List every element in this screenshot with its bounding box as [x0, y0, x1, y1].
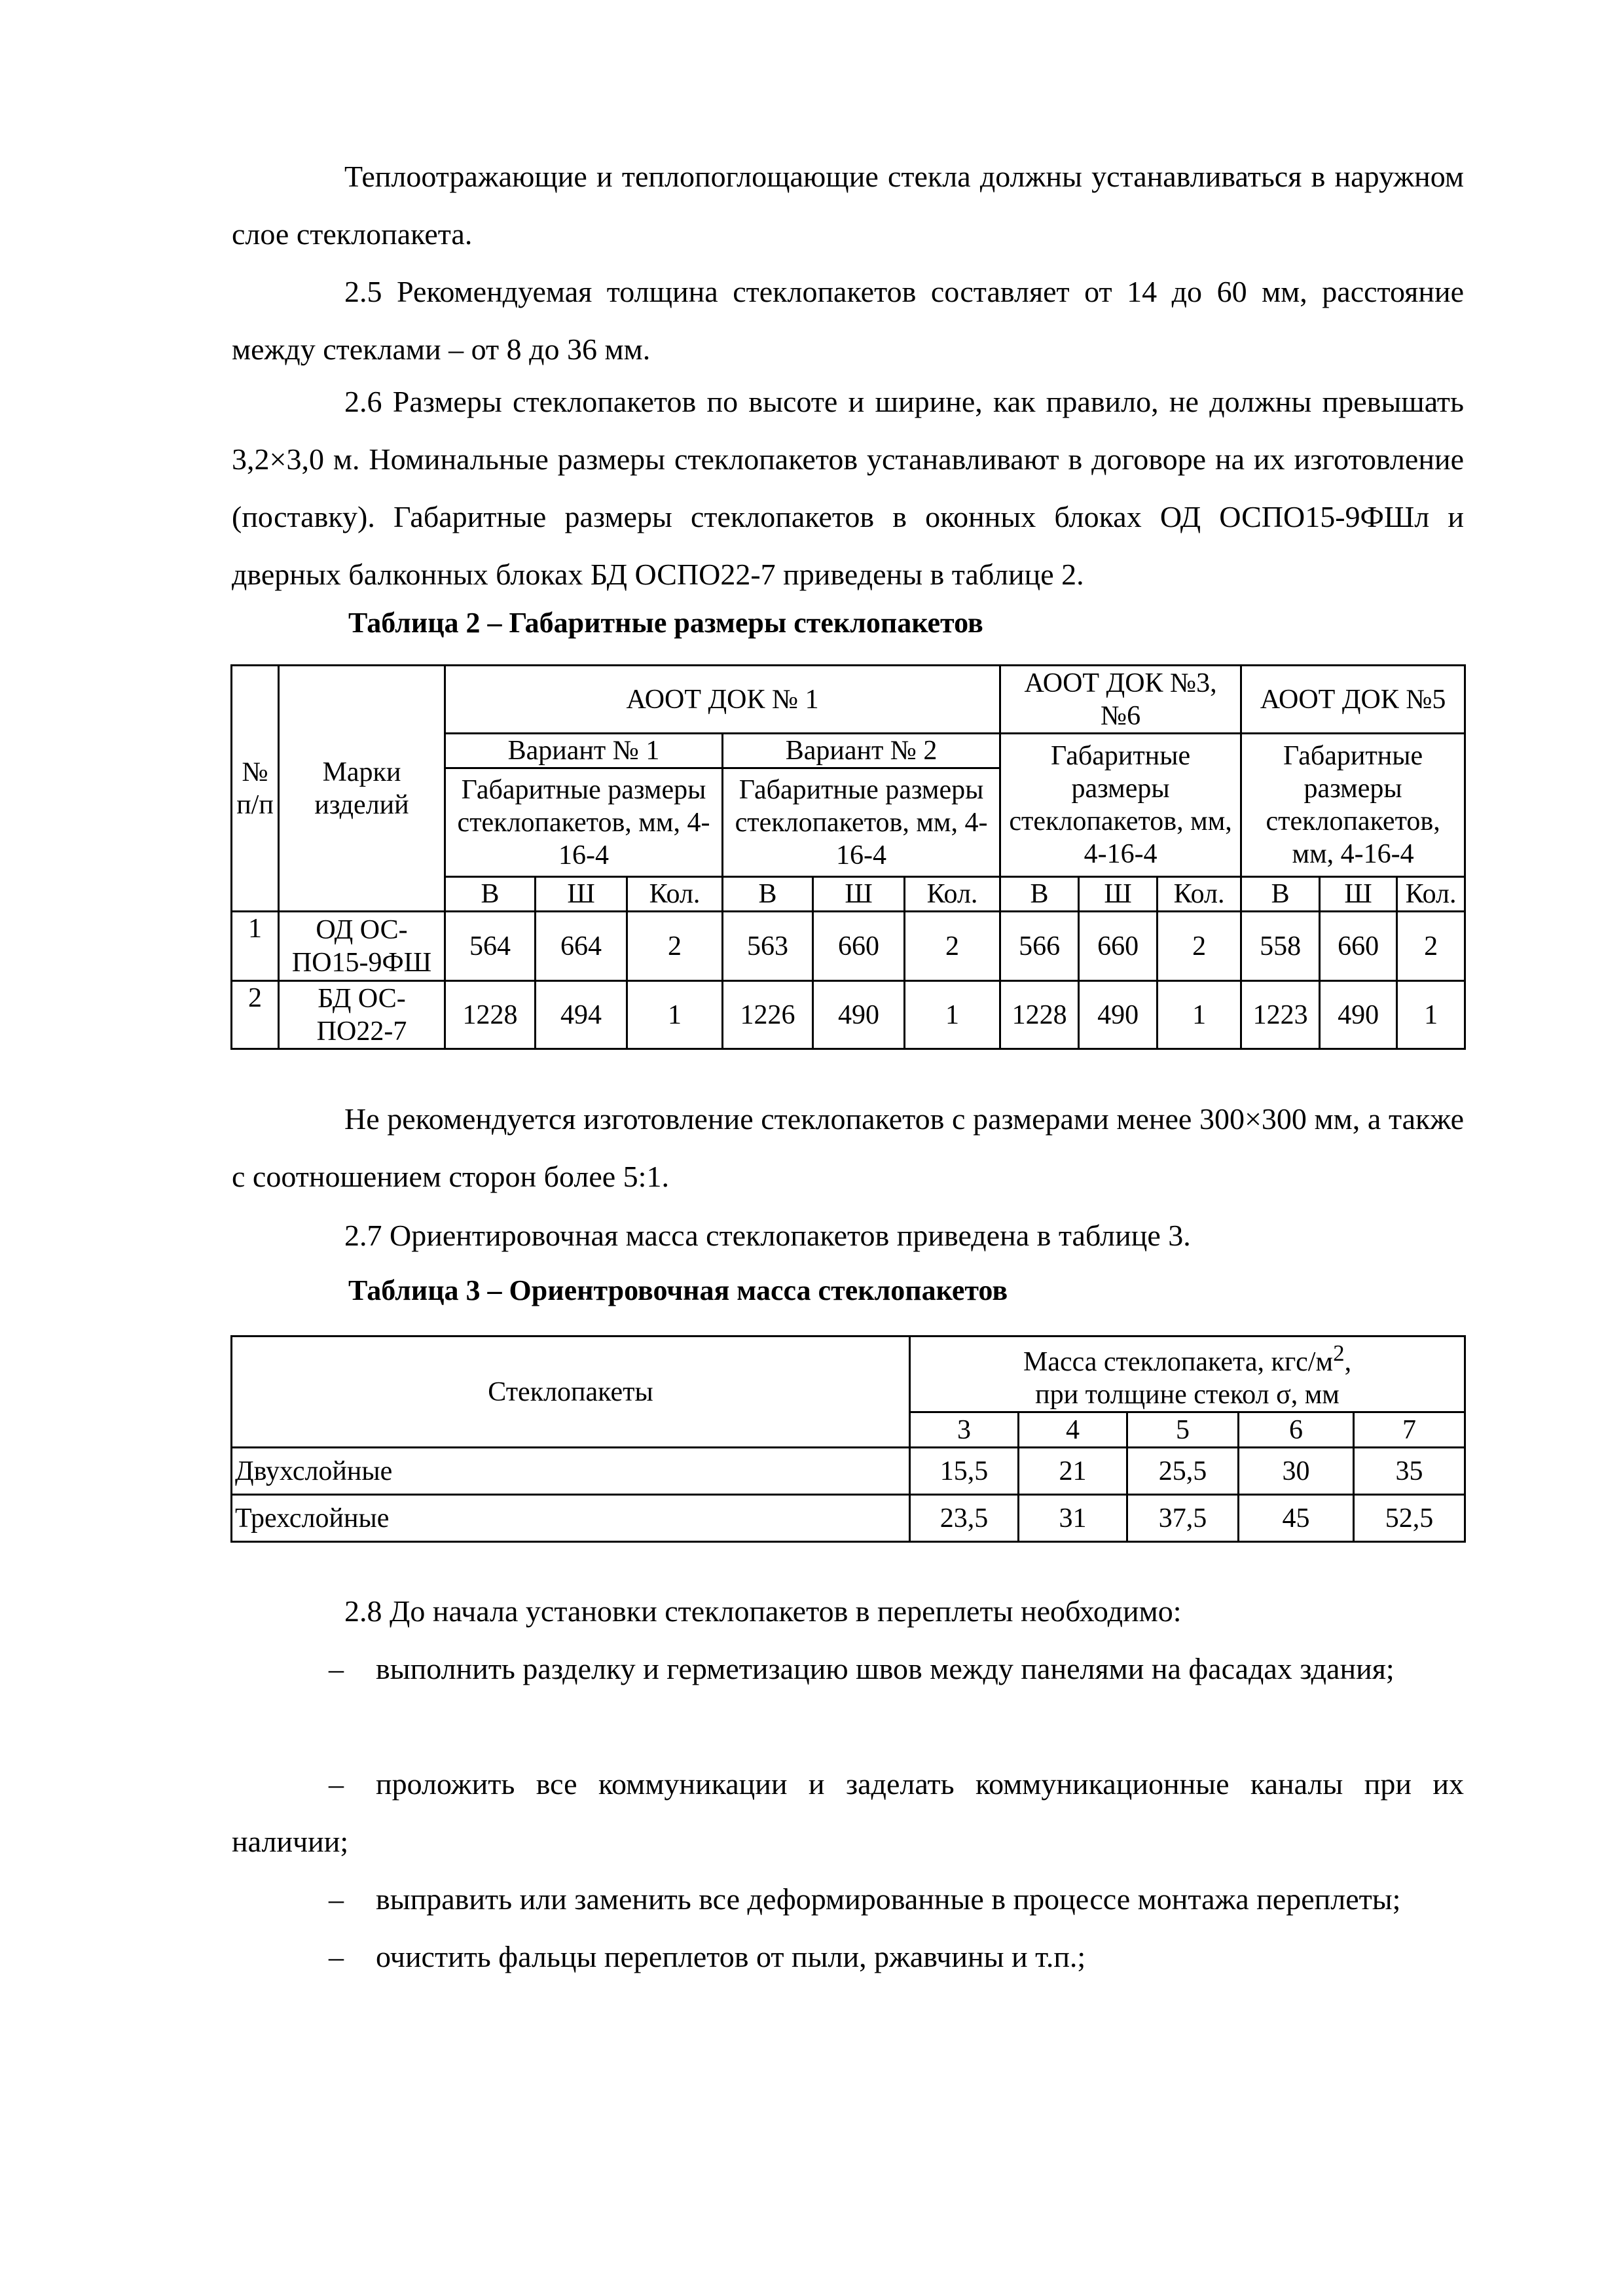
paragraph-text: 2.6 Размеры стеклопакетов по высоте и ширине, как правило, не должны превышать 3,2×3,0 м. Номинальные размеры стеклопакетов устанавливают в договоре на их изготовление (поставку). Габаритные размеры стеклопакетов в оконных блоках ОД ОСПО15-9ФШл и дверных балконных блоках БД ОСПО22-7 приведены в таблице 2.: [232, 385, 1464, 591]
table-cell: 566: [1000, 912, 1079, 981]
table-cell: 1: [1158, 981, 1241, 1049]
mass-header-comma: ,: [1344, 1347, 1352, 1377]
list-item-text: проложить все коммуникации и заделать коммуникационные каналы при их наличии;: [232, 1767, 1464, 1858]
row-mark: БД ОС-ПО22-7: [279, 981, 445, 1049]
sub-header-width: Ш: [1320, 877, 1397, 912]
thickness-header: 4: [1019, 1412, 1127, 1448]
table-row: [232, 1448, 1465, 1495]
list-item-text: выправить или заменить все деформированные в процессе монтажа переплеты;: [376, 1882, 1401, 1916]
col-header-mass: [910, 1336, 1465, 1412]
paragraph-2-7: [232, 1207, 1464, 1265]
table-cell: 494: [536, 981, 627, 1049]
paragraph-text: Теплоотражающие и теплопоглощающие стекла должны устанавливаться в наружном слое стеклопакета.: [232, 160, 1464, 251]
table-3-glass-unit-mass: [230, 1335, 1466, 1543]
list-marker: –: [329, 1767, 344, 1801]
table-cell: 660: [1079, 912, 1158, 981]
mass-header-unit-exponent: 2: [1333, 1340, 1345, 1366]
paragraph-heat-reflecting-glass: [232, 148, 1464, 263]
table-cell: 2: [1397, 912, 1465, 981]
thickness-header: 7: [1354, 1412, 1465, 1448]
table-cell: 2: [1158, 912, 1241, 981]
paragraph-text: 2.8 До начала установки стеклопакетов в переплеты необходимо:: [344, 1594, 1182, 1628]
group-header-dok3-6: АООТ ДОК №3, №6: [1000, 666, 1241, 734]
sub-header-count: Кол.: [627, 877, 723, 912]
sub-header-count: Кол.: [1397, 877, 1465, 912]
table-cell: 664: [536, 912, 627, 981]
table-cell: 1: [1397, 981, 1465, 1049]
list-marker: –: [329, 1652, 344, 1685]
table-cell: 563: [723, 912, 813, 981]
list-item: [232, 1928, 1464, 1986]
table-cell: 30: [1239, 1448, 1354, 1495]
list-item: [232, 1755, 1464, 1871]
sub-header-height: В: [1000, 877, 1079, 912]
list-marker: –: [329, 1940, 344, 1973]
thickness-header: 6: [1239, 1412, 1354, 1448]
list-item: [232, 1640, 1464, 1698]
sub-header-width: Ш: [813, 877, 905, 912]
col-header-glass-units: Стеклопакеты: [232, 1336, 910, 1448]
mass-header-thickness: при толщине стекол σ, мм: [1035, 1380, 1340, 1410]
row-name: Трехслойные: [232, 1495, 910, 1542]
dims-header-variant-1: Габаритные размеры стеклопакетов, мм, 4-16-4: [445, 768, 723, 877]
table-cell: 558: [1241, 912, 1320, 981]
table-cell: 21: [1019, 1448, 1127, 1495]
table-cell: 37,5: [1127, 1495, 1239, 1542]
table-cell: 31: [1019, 1495, 1127, 1542]
group-header-dok5: АООТ ДОК №5: [1241, 666, 1465, 734]
table-2-glass-unit-dimensions: [230, 664, 1466, 1050]
dims-header-dok5: Габаритные размеры стеклопакетов, мм, 4-16-4: [1241, 734, 1465, 877]
paragraph-text: 2.7 Ориентировочная масса стеклопакетов приведена в таблице 3.: [344, 1219, 1191, 1252]
list-item-text: выполнить разделку и герметизацию швов между панелями на фасадах здания;: [376, 1652, 1395, 1685]
table-row: [232, 1495, 1465, 1542]
table-cell: 1228: [1000, 981, 1079, 1049]
dims-header-dok3-6: Габаритные размеры стеклопакетов, мм, 4-16-4: [1000, 734, 1241, 877]
sub-header-height: В: [445, 877, 536, 912]
table-cell: 1: [627, 981, 723, 1049]
col-header-number: № п/п: [232, 666, 279, 912]
table-cell: 52,5: [1354, 1495, 1465, 1542]
sub-header-width: Ш: [536, 877, 627, 912]
table-cell: 490: [1320, 981, 1397, 1049]
table-row: [232, 912, 1465, 981]
table-cell: 35: [1354, 1448, 1465, 1495]
sub-header-height: В: [1241, 877, 1320, 912]
table-3-caption: Таблица 3 – Ориентровочная масса стеклопакетов: [348, 1274, 1008, 1306]
table-row: [232, 666, 1465, 734]
sub-header-count: Кол.: [905, 877, 1000, 912]
table-2-caption: Таблица 2 – Габаритные размеры стеклопакетов: [348, 607, 983, 639]
table-cell: 1226: [723, 981, 813, 1049]
paragraph-min-size: [232, 1090, 1464, 1206]
table-cell: 1228: [445, 981, 536, 1049]
table-row: [232, 1336, 1465, 1412]
variant-2-header: Вариант № 2: [723, 734, 1000, 768]
row-name: Двухслойные: [232, 1448, 910, 1495]
paragraph-2-6: [232, 373, 1464, 603]
row-number: 1: [232, 912, 279, 981]
table-cell: 1223: [1241, 981, 1320, 1049]
table-cell: 490: [1079, 981, 1158, 1049]
thickness-header: 3: [910, 1412, 1019, 1448]
row-mark: ОД ОС-ПО15-9ФШ: [279, 912, 445, 981]
paragraph-text: 2.5 Рекомендуемая толщина стеклопакетов составляет от 14 до 60 мм, расстояние между стеклами – от 8 до 36 мм.: [232, 275, 1464, 366]
thickness-header: 5: [1127, 1412, 1239, 1448]
paragraph-2-8: [232, 1583, 1464, 1640]
list-marker: –: [329, 1882, 344, 1916]
table-cell: 2: [627, 912, 723, 981]
table-cell: 2: [905, 912, 1000, 981]
mass-header-text: Масса стеклопакета, кгс/м: [1023, 1347, 1334, 1377]
sub-header-height: В: [723, 877, 813, 912]
table-cell: 15,5: [910, 1448, 1019, 1495]
list-item-text: очистить фальцы переплетов от пыли, ржавчины и т.п.;: [376, 1940, 1086, 1973]
dims-header-variant-2: Габаритные размеры стеклопакетов, мм, 4-16-4: [723, 768, 1000, 877]
table-cell: 564: [445, 912, 536, 981]
row-number: 2: [232, 981, 279, 1049]
table-cell: 660: [813, 912, 905, 981]
sub-header-width: Ш: [1079, 877, 1158, 912]
table-cell: 25,5: [1127, 1448, 1239, 1495]
list-item: [232, 1871, 1464, 1928]
table-cell: 1: [905, 981, 1000, 1049]
table-cell: 660: [1320, 912, 1397, 981]
variant-1-header: Вариант № 1: [445, 734, 723, 768]
table-cell: 45: [1239, 1495, 1354, 1542]
col-header-mark: Марки изделий: [279, 666, 445, 912]
group-header-dok1: АООТ ДОК № 1: [445, 666, 1000, 734]
table-cell: 490: [813, 981, 905, 1049]
paragraph-text: Не рекомендуется изготовление стеклопакетов с размерами менее 300×300 мм, а также с соотношением сторон более 5:1.: [232, 1102, 1464, 1193]
table-cell: 23,5: [910, 1495, 1019, 1542]
paragraph-2-5: [232, 263, 1464, 378]
table-row: [232, 981, 1465, 1049]
sub-header-count: Кол.: [1158, 877, 1241, 912]
